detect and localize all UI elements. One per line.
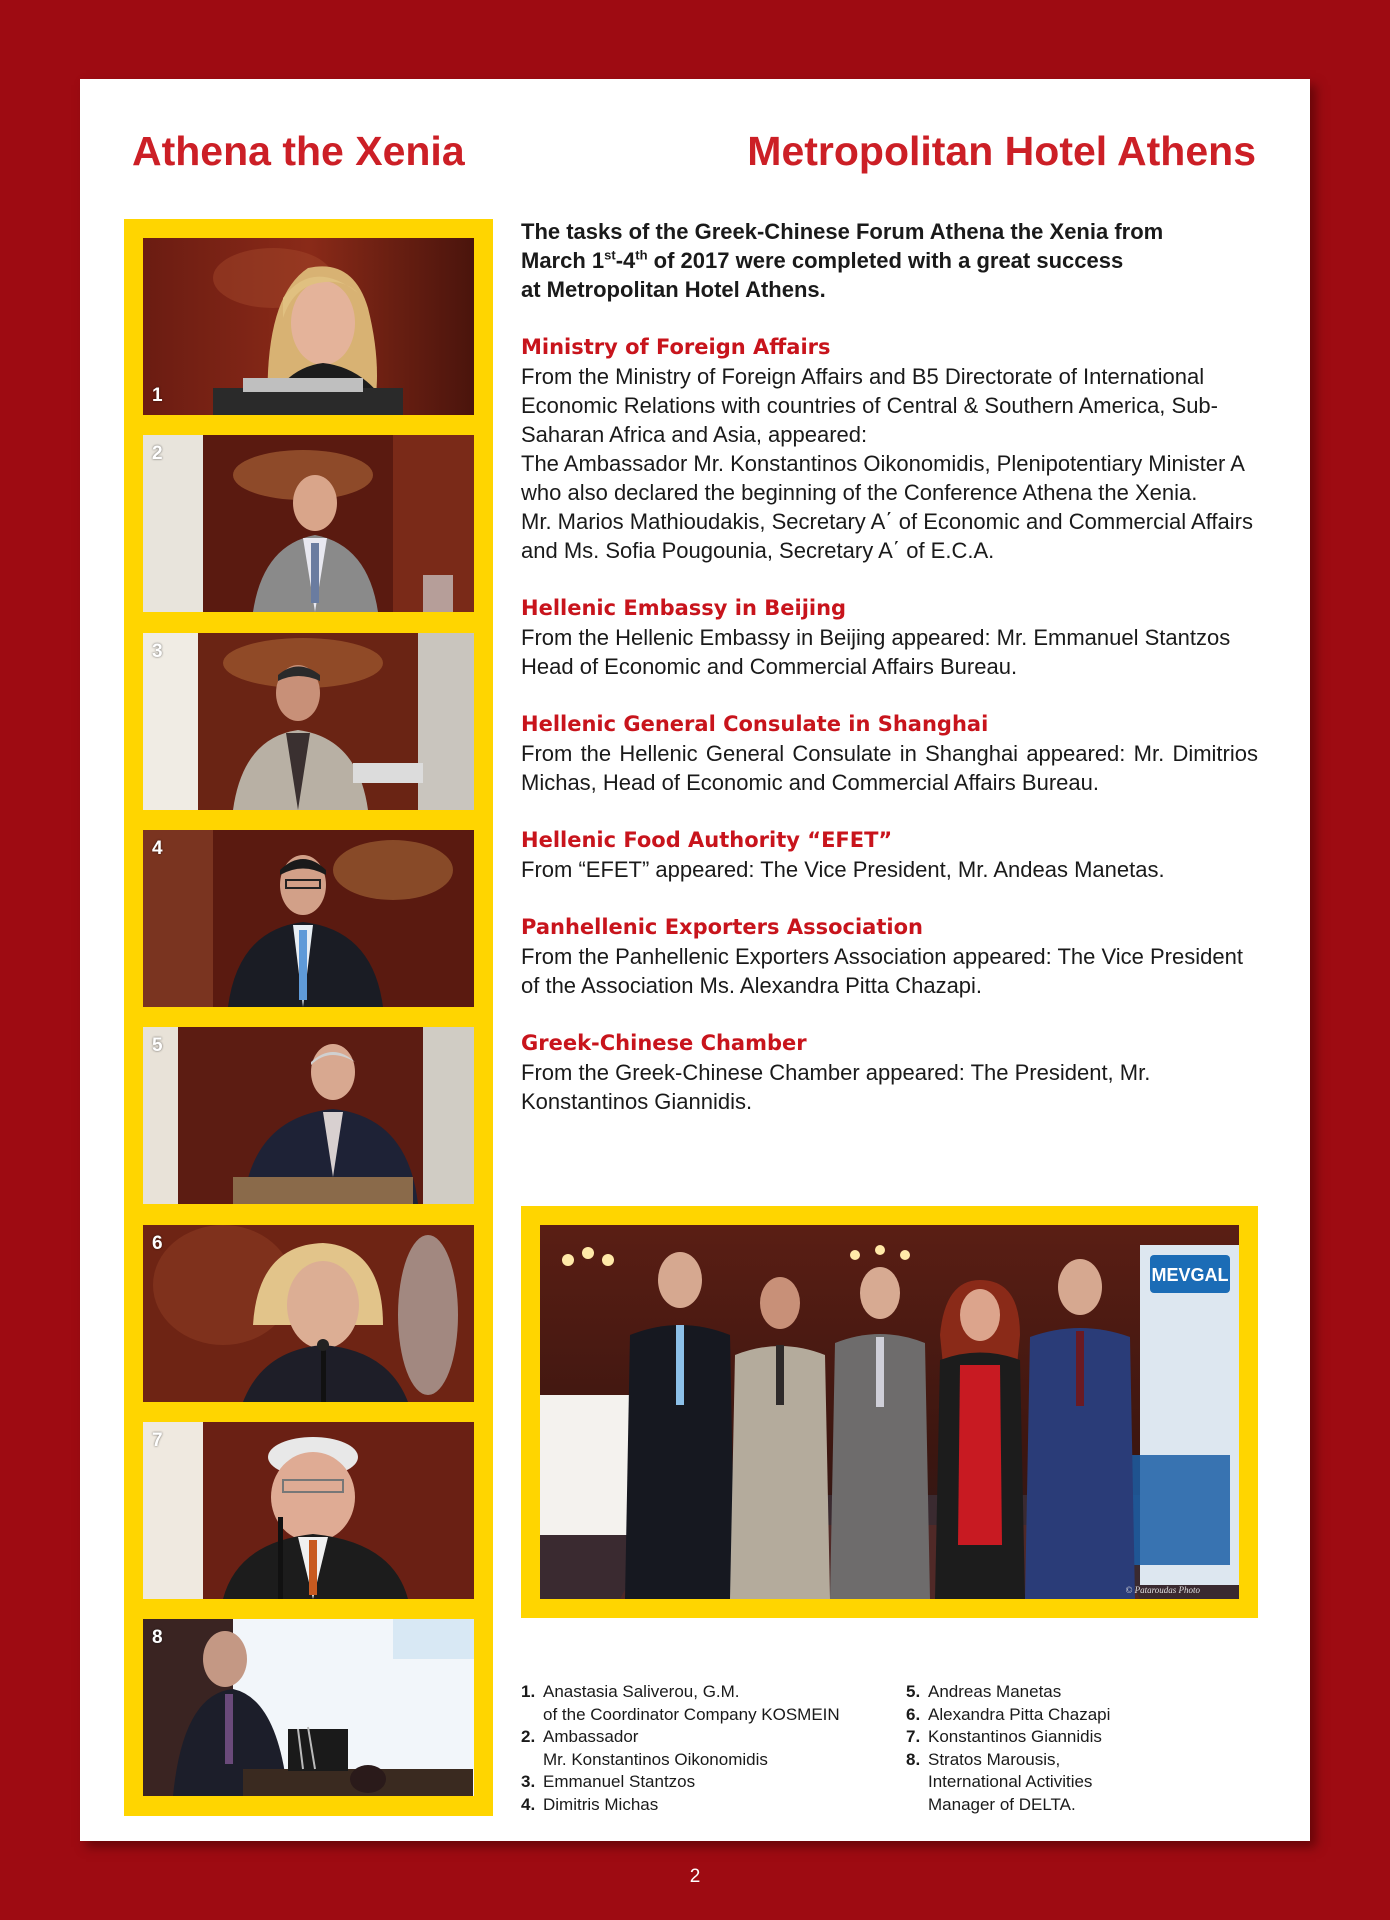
caption-text bbox=[928, 1749, 1246, 1817]
section-paragraph: From the Hellenic Embassy in Beijing appeared: Mr. Emmanuel Stantzos Head of Economic and Commercial Affairs Bureau. bbox=[521, 625, 1231, 679]
photo-credit: © Pataroudas Photo bbox=[1125, 1585, 1200, 1595]
caption-line: Anastasia Saliverou, G.M. bbox=[543, 1682, 740, 1701]
caption-line: Dimitris Michas bbox=[543, 1794, 659, 1814]
intro-sup-st: st bbox=[604, 247, 616, 263]
caption-line: Andreas Manetas bbox=[928, 1682, 1062, 1701]
intro-date-start: March 1 bbox=[521, 248, 605, 273]
caption-item bbox=[521, 1771, 891, 1794]
caption-number: 8. bbox=[906, 1749, 921, 1769]
caption-number: 6. bbox=[906, 1704, 921, 1724]
page-title-right: Metropolitan Hotel Athens bbox=[747, 128, 1256, 174]
intro-paragraph bbox=[521, 217, 1258, 304]
caption-number: 1. bbox=[521, 1682, 536, 1701]
captions-left bbox=[521, 1681, 891, 1816]
caption-line: Manager of DELTA. bbox=[928, 1794, 1076, 1814]
section-embassy bbox=[521, 594, 1258, 681]
caption-item bbox=[906, 1749, 1246, 1817]
photo-number: 8 bbox=[152, 1627, 163, 1648]
photo-number: 6 bbox=[152, 1233, 163, 1254]
caption-line: Emmanuel Stantzos bbox=[543, 1772, 696, 1791]
caption-line: International Activities bbox=[928, 1772, 1093, 1791]
intro-date-end: -4 bbox=[615, 248, 636, 273]
photo-number: 5 bbox=[152, 1035, 163, 1056]
caption-item bbox=[521, 1794, 891, 1817]
speaker-photo-4 bbox=[143, 830, 474, 1007]
speaker-photo-3 bbox=[143, 633, 474, 810]
speaker-photo-8 bbox=[143, 1619, 474, 1796]
intro-line-1: The tasks of the Greek-Chinese Forum Athena the Xenia from bbox=[521, 219, 1164, 244]
page-number: 2 bbox=[689, 1866, 701, 1887]
caption-line: Stratos Marousis, bbox=[928, 1749, 1061, 1769]
section-consulate bbox=[521, 710, 1258, 797]
caption-line: Ambassador bbox=[543, 1727, 639, 1746]
caption-item bbox=[906, 1681, 1246, 1704]
section-paragraph: From the Greek-Chinese Chamber appeared: The President, Mr. Konstantinos Giannidis. bbox=[521, 1060, 1151, 1114]
banner-text: MEVGAL bbox=[1151, 1265, 1229, 1285]
caption-number: 3. bbox=[521, 1772, 536, 1791]
caption-line: Mr. Konstantinos Oikonomidis bbox=[543, 1749, 768, 1769]
caption-item bbox=[521, 1681, 891, 1726]
article-body bbox=[521, 217, 1258, 1116]
caption-item bbox=[906, 1726, 1246, 1749]
group-photo bbox=[540, 1225, 1239, 1599]
section-title: Hellenic General Consulate in Shanghai bbox=[521, 712, 989, 736]
photo-number: 3 bbox=[152, 641, 163, 662]
section-title: Greek-Chinese Chamber bbox=[521, 1031, 807, 1055]
caption-text bbox=[543, 1726, 891, 1771]
group-photo-frame bbox=[521, 1206, 1258, 1618]
section-title: Hellenic Embassy in Beijing bbox=[521, 596, 847, 620]
caption-item bbox=[906, 1704, 1246, 1727]
intro-line-3: at Metropolitan Hotel Athens. bbox=[521, 277, 826, 302]
caption-item bbox=[521, 1726, 891, 1771]
caption-line: Alexandra Pitta Chazapi bbox=[928, 1704, 1111, 1724]
speaker-photo-6 bbox=[143, 1225, 474, 1402]
speaker-photo-1 bbox=[143, 238, 474, 415]
intro-line-2: of 2017 were completed with a great success bbox=[647, 248, 1124, 273]
caption-text bbox=[543, 1681, 891, 1726]
section-paragraph: The Ambassador Mr. Konstantinos Oikonomidis, Plenipotentiary Minister A who also declared the beginning of the Conference Athena the Xenia. bbox=[521, 451, 1244, 505]
section-paragraph: From the Hellenic General Consulate in Shanghai appeared: Mr. Dimitrios Michas, Head of Economic and Commercial Affairs Bureau. bbox=[521, 741, 1258, 795]
caption-number: 4. bbox=[521, 1794, 536, 1814]
caption-number: 2. bbox=[521, 1727, 536, 1746]
section-title: Ministry of Foreign Affairs bbox=[521, 335, 831, 359]
section-paragraph: Mr. Marios Mathioudakis, Secretary A΄ of Economic and Commercial Affairs and Ms. Sofia Pougounia, Secretary A΄ of E.C.A. bbox=[521, 509, 1253, 563]
section-efet bbox=[521, 826, 1258, 884]
section-paragraph: From the Panhellenic Exporters Association appeared: The Vice President of the Association Ms. Alexandra Pitta Chazapi. bbox=[521, 944, 1243, 998]
photo-number: 4 bbox=[152, 838, 163, 859]
speaker-photo-5 bbox=[143, 1027, 474, 1204]
section-ministry bbox=[521, 333, 1258, 565]
caption-line: Konstantinos Giannidis bbox=[928, 1727, 1102, 1746]
section-title: Hellenic Food Authority “EFET” bbox=[521, 828, 893, 852]
photo-number: 7 bbox=[152, 1430, 163, 1451]
speaker-photo-7 bbox=[143, 1422, 474, 1599]
section-exporters bbox=[521, 913, 1258, 1000]
speaker-photo-2 bbox=[143, 435, 474, 612]
photo-number: 2 bbox=[152, 443, 163, 464]
captions-right bbox=[906, 1681, 1246, 1816]
photo-number: 1 bbox=[152, 385, 163, 406]
section-paragraph: From the Ministry of Foreign Affairs and B5 Directorate of International Economic Relations with countries of Central & Southern America, Sub-Saharan Africa and Asia, appeared: bbox=[521, 364, 1218, 447]
section-title: Panhellenic Exporters Association bbox=[521, 915, 923, 939]
intro-sup-th: th bbox=[635, 247, 648, 263]
caption-line: of the Coordinator Company KOSMEIN bbox=[543, 1704, 840, 1724]
section-paragraph: From “EFET” appeared: The Vice President, Mr. Andeas Manetas. bbox=[521, 857, 1165, 882]
section-chamber bbox=[521, 1029, 1258, 1116]
photo-strip bbox=[124, 219, 493, 1816]
caption-number: 7. bbox=[906, 1727, 921, 1746]
page-title-left: Athena the Xenia bbox=[132, 128, 465, 174]
caption-number: 5. bbox=[906, 1682, 921, 1701]
